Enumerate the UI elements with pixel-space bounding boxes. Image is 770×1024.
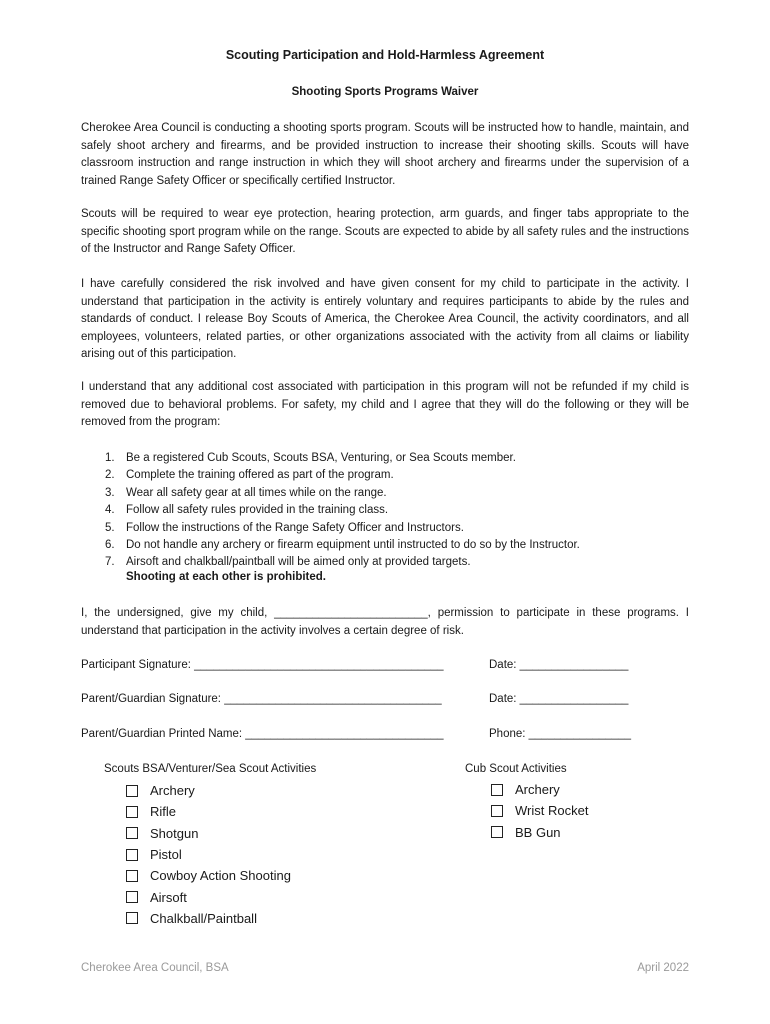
guardian-phone-field[interactable]: Phone: ________________ xyxy=(489,728,631,740)
cub-activities-list xyxy=(491,779,588,843)
activity-option[interactable]: Chalkball/Paintball xyxy=(126,908,291,929)
guardian-date-field[interactable]: Date: _________________ xyxy=(489,693,629,705)
consent-statement: I, the undersigned, give my child, ________________________, permission to participate in these programs. I understand that participation in the activity involves a certain degree of risk. xyxy=(81,607,689,637)
checkbox[interactable] xyxy=(126,912,138,924)
safety-gear-paragraph: Scouts will be required to wear eye protection, hearing protection, arm guards, and finger tabs appropriate to the specific shooting sport program while on the range. Scouts are expected to abide by all safety rules and the instructions of the Instructor and Range Safety Officer. xyxy=(81,208,689,256)
activity-option[interactable]: Archery xyxy=(491,779,588,800)
checkbox[interactable] xyxy=(491,784,503,796)
intro-paragraph: Cherokee Area Council is conducting a shooting sports program. Scouts will be instructed how to handle, maintain, and safely shoot archery and firearms, and be provided instruction to increase their shooting skills. Scouts will have classroom instruction and range instruction in which they will shoot archery and firearms under the supervision of a trained Range Safety Officer or specifically certified Instructor. xyxy=(81,122,689,187)
footer-date: April 2022 xyxy=(637,962,689,974)
guardian-signature-row[interactable] xyxy=(81,693,701,705)
checkbox[interactable] xyxy=(126,870,138,882)
checkbox[interactable] xyxy=(126,849,138,861)
cost-behavior-paragraph: I understand that any additional cost associated with participation in this program will not be refunded if my child is removed due to behavioral problems. For safety, my child and I agree that they will do the following or they will be removed from the program: xyxy=(81,381,689,429)
checkbox[interactable] xyxy=(491,826,503,838)
activity-option[interactable]: Archery xyxy=(126,780,291,801)
participant-signature-row[interactable] xyxy=(81,659,701,671)
rule-item: 1. Be a registered Cub Scouts, Scouts BSA, Venturing, or Sea Scouts member. xyxy=(105,452,516,464)
rules-list xyxy=(99,450,659,572)
rule-item: 5. Follow the instructions of the Range Safety Officer and Instructors. xyxy=(105,521,464,534)
activity-option[interactable]: Shotgun xyxy=(126,823,291,844)
scout-activities-heading: Scouts BSA/Venturer/Sea Scout Activities xyxy=(104,763,317,775)
participant-date-field[interactable]: Date: _________________ xyxy=(489,659,629,671)
footer-organization: Cherokee Area Council, BSA xyxy=(81,962,229,974)
rule-item: 4. Follow all safety rules provided in the training class. xyxy=(105,504,389,517)
activity-option[interactable]: Airsoft xyxy=(126,886,291,907)
cub-activities-heading: Cub Scout Activities xyxy=(465,763,567,775)
checkbox[interactable] xyxy=(126,891,138,903)
guardian-printed-name-row[interactable] xyxy=(81,728,701,740)
activity-option[interactable]: Cowboy Action Shooting xyxy=(126,865,291,886)
rule-item: 3. Wear all safety gear at all times while on the range. xyxy=(105,486,387,499)
checkbox[interactable] xyxy=(126,785,138,797)
checkbox[interactable] xyxy=(491,805,503,817)
participant-signature-field[interactable]: Participant Signature: _______________________________________ xyxy=(81,659,444,671)
activity-option[interactable]: Wrist Rocket xyxy=(491,800,588,821)
scout-activities-list xyxy=(126,780,291,929)
document-title: Scouting Participation and Hold-Harmless Agreement xyxy=(225,48,545,62)
checkbox[interactable] xyxy=(126,827,138,839)
rule-item: 6. Do not handle any archery or firearm equipment until instructed to do so by the Instructor. xyxy=(105,539,580,552)
checkbox[interactable] xyxy=(126,806,138,818)
activity-option[interactable]: Pistol xyxy=(126,844,291,865)
rule-item: 7. Airsoft and chalkball/paintball will be aimed only at provided targets. xyxy=(105,556,471,569)
activity-option[interactable]: Rifle xyxy=(126,801,291,822)
activity-option[interactable]: BB Gun xyxy=(491,822,588,843)
document-subtitle: Shooting Sports Programs Waiver xyxy=(291,86,479,98)
guardian-signature-field[interactable]: Parent/Guardian Signature: __________________________________ xyxy=(81,693,442,705)
rule-emphasis: Shooting at each other is prohibited. xyxy=(126,571,326,583)
consent-release-paragraph: I have carefully considered the risk involved and have given consent for my child to participate in the activity. I understand that participation in the activity is entirely voluntary and requires participants to abide by the rules and standards of conduct. I release Boy Scouts of America, the Cherokee Area Council, the activity coordinators, and all employees, volunteers, related parties, or other organizations associated with the activity from all claims or liability arising out of this participation. xyxy=(81,278,689,361)
rule-item: 2. Complete the training offered as part of the program. xyxy=(105,469,394,482)
guardian-printed-name-field[interactable]: Parent/Guardian Printed Name: _______________________________ xyxy=(81,728,444,740)
